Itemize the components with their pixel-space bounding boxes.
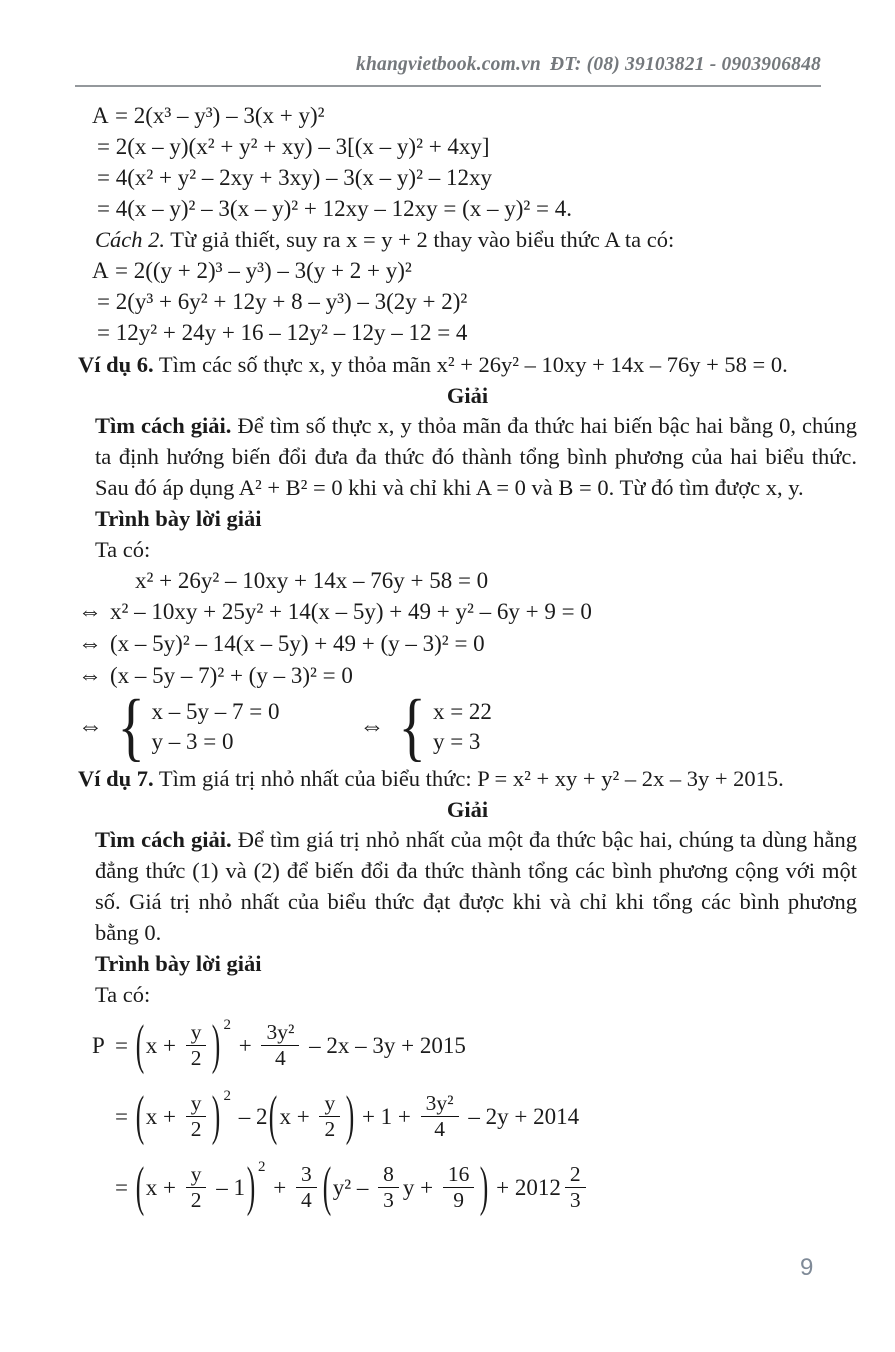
math-text: x² + 26y² – 10xy + 14x – 76y + 58 = 0	[135, 568, 489, 593]
math-line	[78, 100, 857, 131]
text-run: Tìm cách giải.	[95, 827, 232, 852]
denominator: 2	[190, 1046, 202, 1070]
math-label: A	[92, 103, 109, 128]
text-run: Tìm cách giải.	[95, 413, 232, 438]
numerator: y	[186, 1163, 207, 1188]
right-paren: )	[212, 1085, 221, 1147]
paragraph	[78, 948, 857, 979]
math-text: = 2(x³ – y³) – 3(x + y)²	[115, 103, 325, 128]
denominator: 4	[275, 1046, 286, 1070]
left-brace: {	[117, 684, 145, 769]
formula-label: P	[92, 1032, 105, 1058]
math-line	[78, 628, 857, 660]
formula-text: x +	[279, 1103, 316, 1129]
system-equations	[151, 697, 279, 757]
equation: x = 22	[432, 699, 492, 724]
paragraph	[78, 410, 857, 503]
formula-text: x +	[145, 1032, 182, 1058]
math-line	[78, 131, 857, 162]
left-brace: {	[399, 684, 427, 769]
iff-arrow: ⇔	[359, 713, 385, 740]
left-paren: (	[135, 1156, 144, 1218]
formula-text: + 1 +	[356, 1103, 417, 1129]
formula-text: – 2x – 3y + 2015	[303, 1032, 466, 1058]
denominator: 2	[190, 1188, 202, 1212]
math-line	[78, 193, 857, 224]
left-paren: (	[135, 1014, 144, 1076]
numerator: 3	[296, 1163, 317, 1188]
formula-line	[78, 1010, 857, 1081]
denominator: 2	[190, 1117, 202, 1141]
left-paren: (	[269, 1085, 278, 1147]
fraction	[319, 1092, 340, 1141]
paragraph	[78, 503, 857, 534]
text-run: Để tìm giá trị nhỏ nhất của một đa thức bậc hai, chúng ta dùng hằng đẳng thức (1) và (2) để biến đổi đa thức thành tổng các bình phương cộng với một số. Giá trị nhỏ nhất của biểu thức đạt được khi và chỉ khi tổng các bình phương bằng 0.	[95, 827, 857, 945]
math-line	[78, 660, 857, 692]
math-line	[78, 596, 857, 628]
math-label: A	[92, 258, 109, 283]
fraction	[378, 1163, 399, 1212]
equation: y – 3 = 0	[151, 729, 234, 754]
text-run: Ta có:	[95, 982, 151, 1007]
iff-arrow: ⇔	[78, 713, 103, 740]
math-text: = 2((y + 2)³ – y³) – 3(y + 2 + y)²	[115, 258, 412, 283]
right-paren: )	[480, 1156, 489, 1218]
iff-arrow: ⇔	[78, 599, 102, 625]
text-run: Tìm giá trị nhỏ nhất của biểu thức: P = x² + xy + y² – 2x – 3y + 2015.	[153, 766, 784, 791]
formula-text: – 2	[232, 1103, 268, 1129]
equation: x – 5y – 7 = 0	[151, 699, 280, 724]
text-run: Từ giả thiết, suy ra x = y + 2 thay vào biểu thức A ta có:	[165, 227, 675, 252]
numerator: y	[186, 1021, 207, 1046]
equation: y = 3	[432, 729, 481, 754]
fraction	[186, 1092, 207, 1141]
text-run: Trình bày lời giải	[95, 506, 262, 531]
denominator: 3	[569, 1188, 581, 1212]
right-paren: )	[246, 1156, 256, 1218]
paragraph	[78, 979, 857, 1010]
text-run: Ta có:	[95, 537, 151, 562]
math-line	[78, 286, 857, 317]
denominator: 4	[434, 1117, 445, 1141]
formula-text: =	[115, 1174, 134, 1200]
paragraph	[78, 824, 857, 948]
math-line	[78, 565, 857, 596]
text-run: Trình bày lời giải	[95, 951, 262, 976]
fraction	[443, 1163, 475, 1212]
right-paren: )	[212, 1014, 221, 1076]
system-solutions	[433, 697, 492, 757]
fraction	[186, 1163, 207, 1212]
math-line	[78, 255, 857, 286]
text-run: Tìm các số thực x, y thỏa mãn x² + 26y² – 10xy + 14x – 76y + 58 = 0.	[153, 352, 788, 377]
denominator: 2	[324, 1117, 336, 1141]
formula-text: y +	[402, 1174, 439, 1200]
formula-text: +	[267, 1174, 292, 1200]
iff-arrow: ⇔	[78, 663, 102, 689]
numerator: 3y²	[261, 1021, 299, 1046]
denominator: 4	[300, 1188, 312, 1212]
denominator: 9	[453, 1188, 464, 1212]
fraction	[261, 1021, 299, 1070]
iff-arrow: ⇔	[78, 631, 102, 657]
numerator: y	[186, 1092, 207, 1117]
formula-line	[78, 1152, 857, 1223]
left-paren: (	[322, 1156, 331, 1218]
paragraph	[78, 763, 857, 795]
page-header	[75, 54, 821, 76]
page-number: 9	[800, 1254, 814, 1281]
numerator: 8	[378, 1163, 399, 1188]
exponent: 2	[257, 1159, 266, 1175]
math-text: = 12y² + 24y + 16 – 12y² – 12y – 12 = 4	[97, 320, 468, 345]
formula-text: x +	[145, 1174, 182, 1200]
formula-text: – 1	[210, 1174, 245, 1200]
formula-text: +	[232, 1032, 258, 1058]
formula-text: =	[115, 1103, 134, 1129]
math-text: (x – 5y)² – 14(x – 5y) + 49 + (y – 3)² = 0	[110, 631, 485, 656]
header-rule-divider	[75, 85, 821, 87]
math-text: x² – 10xy + 25y² + 14(x – 5y) + 49 + y² – 6y + 9 = 0	[110, 599, 592, 624]
fraction	[421, 1092, 459, 1141]
math-text: = 4(x² + y² – 2xy + 3xy) – 3(x – y)² – 12xy	[97, 165, 492, 190]
header-phone: ĐT: (08) 39103821 - 0903906848	[549, 54, 821, 75]
formula-text: y² –	[332, 1174, 375, 1200]
numerator: y	[319, 1092, 340, 1117]
formula-text: =	[115, 1032, 134, 1058]
paragraph	[78, 534, 857, 565]
numerator: 16	[443, 1163, 475, 1188]
formula-text: – 2y + 2014	[462, 1103, 580, 1129]
math-line	[78, 317, 857, 348]
header-site-url: khangvietbook.com.vn	[356, 54, 541, 75]
content	[78, 96, 857, 1223]
solution-heading: Giải	[446, 383, 489, 408]
math-line	[78, 162, 857, 193]
fraction	[296, 1163, 317, 1212]
math-text: = 4(x – y)² – 3(x – y)² + 12xy – 12xy = (x – y)² = 4.	[97, 196, 573, 221]
formula-line	[78, 1081, 857, 1152]
text-run: Ví dụ 6.	[78, 352, 154, 377]
math-text: (x – 5y – 7)² + (y – 3)² = 0	[110, 663, 353, 688]
text-run: Cách 2.	[95, 227, 165, 252]
exponent: 2	[223, 1017, 231, 1033]
formula-text: x +	[145, 1103, 182, 1129]
fraction	[565, 1163, 586, 1212]
text-run: Để tìm số thực x, y thỏa mãn đa thức hai biến bậc hai bằng 0, chúng ta định hướng biến đổi đưa đa thức đó thành tổng bình phương của hai biểu thức. Sau đó áp dụng A² + B² = 0 khi và chỉ khi A = 0 và B = 0. Từ đó tìm được x, y.	[95, 413, 857, 500]
denominator: 3	[383, 1188, 394, 1212]
paragraph	[78, 349, 857, 381]
exponent: 2	[223, 1088, 231, 1104]
equation-system	[78, 684, 857, 769]
right-paren: )	[345, 1085, 355, 1147]
formula-text: + 2012	[490, 1174, 561, 1200]
paragraph	[78, 224, 857, 255]
solution-heading: Giải	[446, 797, 489, 822]
math-text: = 2(x – y)(x² + y² + xy) – 3[(x – y)² + 4xy]	[97, 134, 490, 159]
math-text: = 2(y³ + 6y² + 12y + 8 – y³) – 3(2y + 2)²	[97, 289, 468, 314]
fraction	[186, 1021, 207, 1070]
left-paren: (	[135, 1085, 144, 1147]
numerator: 3y²	[421, 1092, 459, 1117]
numerator: 2	[565, 1163, 586, 1188]
text-run: Ví dụ 7.	[78, 766, 154, 791]
